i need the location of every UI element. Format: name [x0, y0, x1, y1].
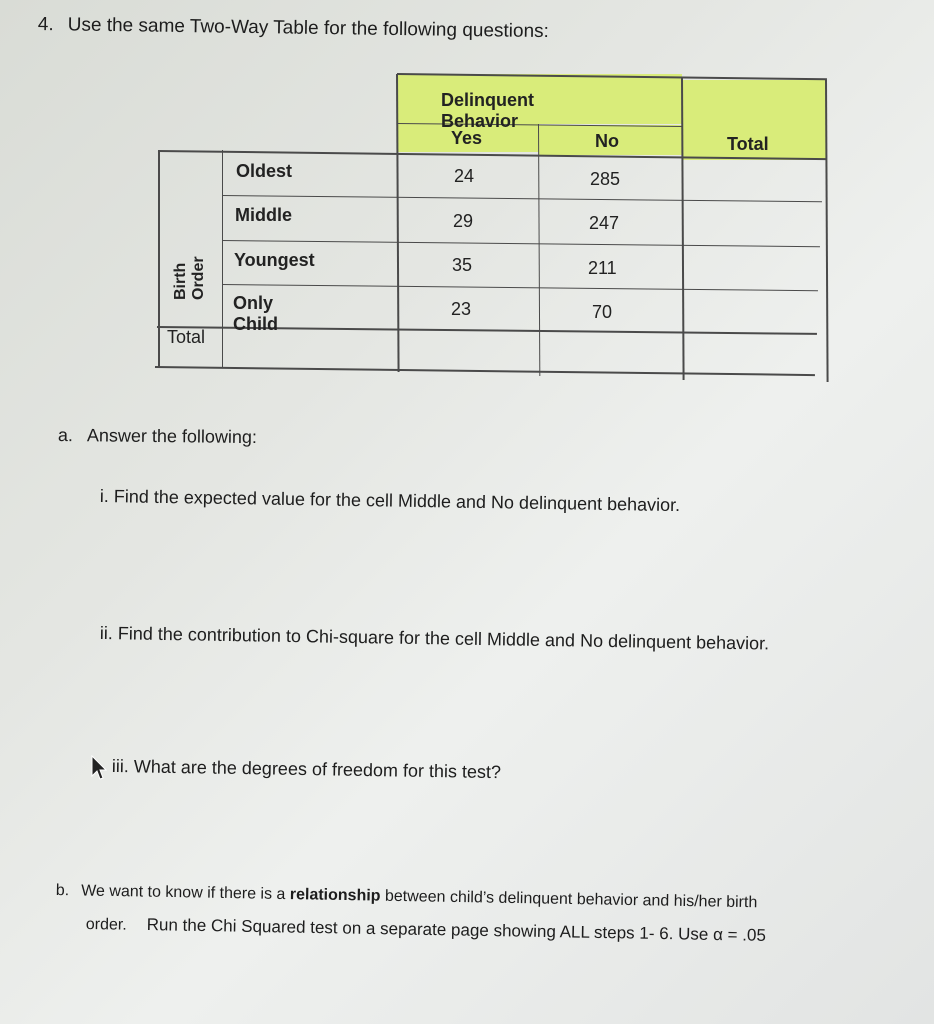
part-b-text-bold: relationship [289, 886, 381, 905]
table-line [538, 124, 540, 376]
part-b-text-post: between child’s delinquent behavior and his/her birth [380, 887, 758, 912]
table-line [222, 240, 820, 247]
question-number: 4. [37, 14, 54, 36]
header-delinquent-behavior: Delinquent Behavior [441, 90, 534, 131]
part-a-text: Answer the following: [86, 425, 258, 448]
cell-youngest-yes: 35 [452, 255, 473, 275]
part-b-line2 [86, 914, 766, 946]
part-b-order: order. [85, 915, 127, 934]
part-b-label: b. [55, 882, 70, 900]
table-line [158, 150, 160, 367]
birth-order-label: Birth Order [172, 256, 207, 300]
row-label-oldest: Oldest [236, 161, 293, 181]
row-label-total: Total [167, 327, 206, 347]
header-no: No [595, 131, 619, 151]
cell-middle-no: 247 [589, 213, 620, 233]
cell-middle-yes: 29 [453, 211, 474, 231]
part-b-line1 [56, 882, 758, 912]
part-a-heading [58, 425, 257, 448]
cell-only-child-yes: 23 [451, 299, 472, 319]
header-total: Total [727, 134, 769, 154]
question-i: i. Find the expected value for the cell Middle and No delinquent behavior. [99, 486, 681, 516]
cell-only-child-no: 70 [592, 302, 613, 322]
header-fill-group [397, 74, 682, 124]
part-b-instruction: Run the Chi Squared test on a separate page showing ALL steps 1- 6. Use α = .05 [146, 915, 767, 945]
question-ii: ii. Find the contribution to Chi-square for the cell Middle and No delinquent behavior. [99, 623, 770, 654]
cell-oldest-no: 285 [590, 169, 621, 189]
table-line [222, 150, 223, 368]
table-line [825, 80, 829, 382]
table-line [155, 366, 815, 376]
question-text: Use the same Two-Way Table for the following questions: [67, 14, 550, 43]
table-line [222, 195, 822, 202]
mouse-pointer-icon [90, 755, 108, 781]
header-yes: Yes [451, 128, 483, 148]
row-label-youngest: Youngest [234, 250, 315, 270]
cell-oldest-yes: 24 [454, 166, 475, 186]
part-b-text-pre: We want to know if there is a [81, 882, 290, 904]
row-label-only-child: Only Child [233, 293, 278, 334]
row-label-middle: Middle [235, 205, 292, 225]
cell-youngest-no: 211 [588, 258, 617, 278]
question-iii: iii. What are the degrees of freedom for this test? [111, 756, 502, 783]
part-a-label: a. [57, 425, 74, 446]
question-title [38, 14, 549, 43]
table-line [222, 284, 818, 291]
